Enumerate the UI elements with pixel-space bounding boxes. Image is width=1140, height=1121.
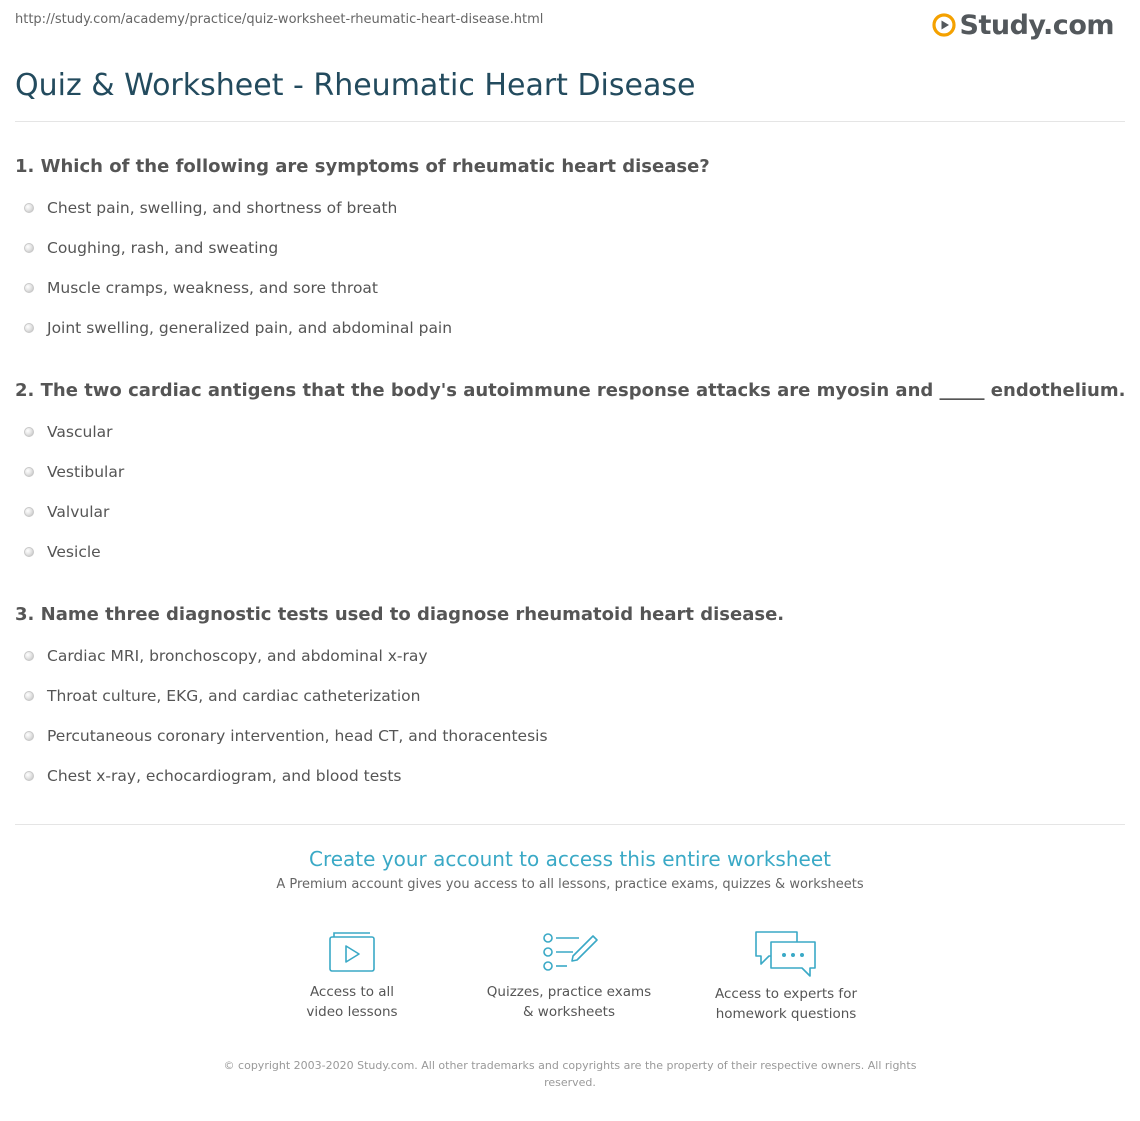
answer-option[interactable] [15, 492, 1125, 532]
radio-button[interactable] [24, 651, 34, 661]
answer-options [15, 188, 1125, 348]
create-account-link[interactable]: Create your account to access this entire worksheet [309, 847, 831, 871]
option-label: Vesicle [47, 543, 101, 561]
answer-option[interactable] [15, 268, 1125, 308]
option-label: Chest pain, swelling, and shortness of breath [47, 199, 398, 217]
option-label: Percutaneous coronary intervention, head CT, and thoracentesis [47, 727, 548, 745]
answer-option[interactable] [15, 716, 1125, 756]
option-label: Chest x-ray, echocardiogram, and blood tests [47, 767, 402, 785]
question-3 [15, 603, 1125, 796]
answer-option[interactable] [15, 308, 1125, 348]
feature-video-lessons [252, 928, 452, 1022]
question-1 [15, 155, 1125, 348]
answer-option[interactable] [15, 532, 1125, 572]
option-label: Throat culture, EKG, and cardiac catheterization [47, 687, 421, 705]
question-text: 2. The two cardiac antigens that the body's autoimmune response attacks are myosin and _____ endothelium. [15, 380, 1126, 401]
feature-label: Access to experts for homework questions [714, 986, 857, 1022]
radio-button[interactable] [24, 243, 34, 253]
option-label: Valvular [47, 503, 110, 521]
option-label: Coughing, rash, and sweating [47, 239, 279, 257]
video-lesson-icon [324, 928, 380, 976]
study-logo[interactable] [932, 8, 1114, 42]
radio-button[interactable] [24, 283, 34, 293]
question-text: 1. Which of the following are symptoms of rheumatic heart disease? [15, 156, 710, 177]
logo-text: Study.com [959, 9, 1114, 41]
question-text: 3. Name three diagnostic tests used to diagnose rheumatoid heart disease. [15, 604, 785, 625]
quiz-checklist-icon [539, 928, 599, 976]
radio-button[interactable] [24, 771, 34, 781]
feature-label: Access to all video lessons [306, 984, 398, 1020]
play-circle-icon [932, 13, 956, 37]
answer-option[interactable] [15, 452, 1125, 492]
option-label: Vestibular [47, 463, 125, 481]
radio-button[interactable] [24, 731, 34, 741]
top-bar [0, 0, 1140, 60]
answer-option[interactable] [15, 188, 1125, 228]
radio-button[interactable] [24, 427, 34, 437]
cta-divider [15, 824, 1125, 825]
copyright-text: © copyright 2003-2020 Study.com. All other trademarks and copyrights are the property of their respective owners. All rights reserved. [223, 1059, 917, 1089]
page-url: http://study.com/academy/practice/quiz-worksheet-rheumatic-heart-disease.html [15, 12, 544, 27]
chat-bubbles-icon [753, 928, 819, 978]
feature-experts [686, 928, 886, 1024]
answer-option[interactable] [15, 756, 1125, 796]
answer-option[interactable] [15, 228, 1125, 268]
cta-subtitle: A Premium account gives you access to all lessons, practice exams, quizzes & worksheets [276, 877, 864, 892]
radio-button[interactable] [24, 467, 34, 477]
question-2 [15, 379, 1125, 572]
radio-button[interactable] [24, 547, 34, 557]
radio-button[interactable] [24, 507, 34, 517]
answer-options [15, 636, 1125, 796]
option-label: Vascular [47, 423, 113, 441]
option-label: Muscle cramps, weakness, and sore throat [47, 279, 379, 297]
feature-label: Quizzes, practice exams & worksheets [486, 984, 652, 1020]
feature-quizzes [469, 928, 669, 1022]
page-title: Quiz & Worksheet - Rheumatic Heart Disease [15, 68, 696, 103]
radio-button[interactable] [24, 691, 34, 701]
radio-button[interactable] [24, 203, 34, 213]
option-label: Cardiac MRI, bronchoscopy, and abdominal x-ray [47, 647, 428, 665]
option-label: Joint swelling, generalized pain, and abdominal pain [47, 319, 453, 337]
radio-button[interactable] [24, 323, 34, 333]
copyright-footer [0, 1057, 1140, 1091]
title-divider [15, 121, 1125, 122]
answer-option[interactable] [15, 636, 1125, 676]
answer-option[interactable] [15, 676, 1125, 716]
answer-option[interactable] [15, 412, 1125, 452]
answer-options [15, 412, 1125, 572]
